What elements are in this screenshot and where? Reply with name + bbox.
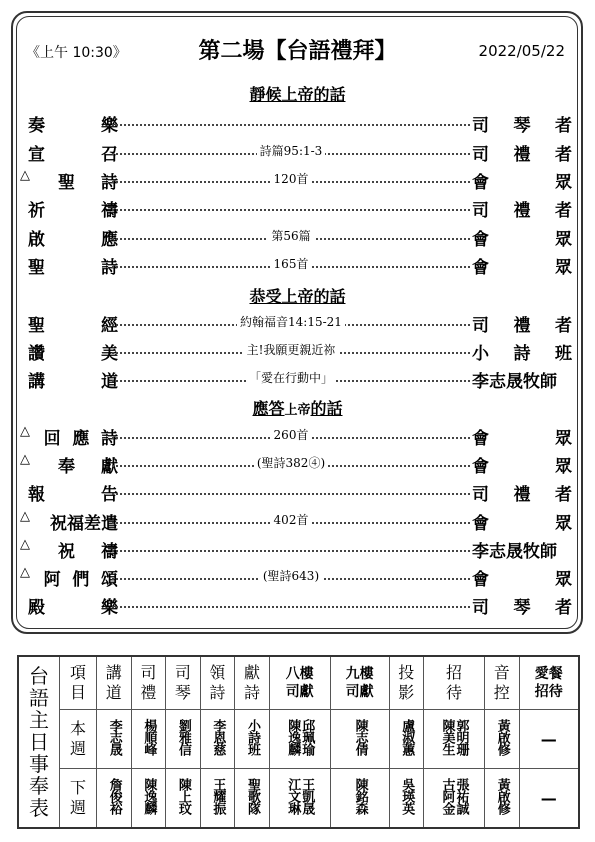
order-item	[20, 480, 572, 505]
order-item-leader: 司 禮 者	[472, 316, 572, 336]
rota-row-label: 下 週	[60, 769, 97, 829]
order-item-label: 殿 樂	[28, 598, 118, 618]
order-item	[20, 452, 572, 477]
rota-name-cell: 李志晟	[97, 710, 132, 769]
order-item	[20, 537, 572, 562]
rota-name-cell: 陳上玟	[166, 769, 201, 829]
order-item-label: △ 聖 詩	[20, 168, 118, 193]
order-item	[20, 339, 572, 364]
rota-name-cell: 小詩班	[235, 710, 270, 769]
rota-name-cell: 聖歌隊	[235, 769, 270, 829]
rota-name-cell: 吳瑛英	[389, 769, 424, 829]
rota-header-cell: 領 詩	[200, 656, 235, 710]
order-item	[20, 565, 572, 590]
order-item-detail: (聖詩643)	[260, 569, 322, 583]
rota-header-cell: 講 道	[97, 656, 132, 710]
order-item-leader: 李志晟牧師	[472, 372, 557, 392]
order-item-leader: 司 禮 者	[472, 485, 572, 505]
order-item	[20, 509, 572, 534]
order-item	[20, 424, 572, 449]
order-item-detail: 120首	[271, 172, 312, 186]
service-title: 第二場【台語禮拜】	[198, 39, 397, 64]
order-item-leader: 會 眾	[472, 230, 572, 250]
order-item-label: △ 奉 獻	[20, 452, 118, 477]
leader-dots	[112, 493, 470, 495]
order-item-leader: 司 禮 者	[472, 201, 572, 221]
order-item-label: △ 祝福差遣	[20, 509, 118, 534]
order-item-detail: 詩篇95:1-3	[257, 144, 326, 158]
order-item-leader: 會 眾	[472, 173, 572, 193]
service-time: 《上午 10:30》	[26, 45, 127, 61]
leader-dots	[112, 124, 470, 126]
order-item	[20, 168, 572, 193]
order-item	[20, 367, 572, 392]
rota-name-cell: 陳逸麟	[131, 769, 166, 829]
rota-name-cell: 陳銘森	[330, 769, 389, 829]
order-item-leader: 李志晟牧師	[472, 542, 557, 562]
rota-header-cell: 愛餐 招待	[519, 656, 579, 710]
order-item-label: △ 回 應 詩	[20, 424, 118, 449]
order-item	[20, 196, 572, 221]
rota-header-cell: 獻 詩	[235, 656, 270, 710]
rota-name-cell: 江文琳王凱晟	[269, 769, 330, 829]
rota-name-cell: 陳逸麟邱珮瑜	[269, 710, 330, 769]
order-item-label: 奏 樂	[28, 116, 118, 136]
order-item-label: △ 阿 們 頌	[20, 565, 118, 590]
rota-name-cell: 古阿金張祐誠	[424, 769, 485, 829]
rota-header-cell: 八樓 司獻	[269, 656, 330, 710]
rota-name-cell: 黃啟修	[484, 710, 519, 769]
rota-header-cell: 九樓 司獻	[330, 656, 389, 710]
rota-name-cell: —	[519, 769, 579, 829]
order-item-leader: 會 眾	[472, 514, 572, 534]
order-item-leader: 司 琴 者	[472, 116, 572, 136]
rota-header-cell: 音 控	[484, 656, 519, 710]
order-item-detail: 260首	[271, 428, 312, 442]
rota-header-cell: 司 琴	[166, 656, 201, 710]
order-item-detail: 第56篇	[268, 229, 313, 243]
leader-dots	[112, 209, 470, 211]
rota-name-cell: 陳志倩	[330, 710, 389, 769]
rota-name-cell: 李恩慈	[200, 710, 235, 769]
order-item	[20, 140, 572, 165]
order-item-label: 聖 詩	[28, 258, 118, 278]
rota-name-cell: 盧淑蕙	[389, 710, 424, 769]
order-item-label: 讚 美	[28, 344, 118, 364]
rota-row-label: 本 週	[60, 710, 97, 769]
rota-name-cell: 黃啟修	[484, 769, 519, 829]
service-rota-table	[17, 655, 580, 829]
section-heading-2: 恭受上帝的話	[249, 287, 346, 306]
order-item-detail: (聖詩382④)	[254, 456, 328, 470]
order-item	[20, 311, 572, 336]
rota-side-title: 台 語 主 日 事 奉 表	[18, 656, 60, 828]
order-item	[20, 225, 572, 250]
order-item-detail: 主!我願更親近祢	[244, 343, 339, 357]
order-item-label: 宣 召	[28, 145, 118, 165]
order-item-leader: 會 眾	[472, 570, 572, 590]
order-item-label: 啟 應	[28, 230, 118, 250]
order-item-label: 講 道	[28, 372, 118, 392]
rota-name-cell: 楊順峰	[131, 710, 166, 769]
service-date: 2022/05/22	[478, 42, 565, 60]
order-item-detail: 402首	[271, 513, 312, 527]
section-heading-3: 應答上帝的話	[252, 399, 343, 418]
rota-header-cell: 項 目	[60, 656, 97, 710]
order-item	[20, 593, 572, 618]
order-item-label: 報 告	[28, 485, 118, 505]
order-item	[20, 111, 572, 136]
order-item-detail: 「愛在行動中」	[246, 371, 336, 385]
rota-name-cell: 陳美生郭明珊	[424, 710, 485, 769]
order-item-leader: 小 詩 班	[472, 344, 572, 364]
section-heading-1: 靜候上帝的話	[249, 85, 346, 104]
leader-dots	[112, 550, 470, 552]
rota-row-this-week	[18, 710, 579, 769]
order-item-detail: 165首	[271, 257, 312, 271]
order-item-label: △ 祝 禱	[20, 537, 118, 562]
order-item	[20, 253, 572, 278]
rota-header-cell: 司 禮	[131, 656, 166, 710]
order-item-leader: 司 禮 者	[472, 145, 572, 165]
order-item-leader: 司 琴 者	[472, 598, 572, 618]
rota-name-cell: 詹俊裕	[97, 769, 132, 829]
rota-header-cell: 投 影	[389, 656, 424, 710]
rota-row-next-week	[18, 769, 579, 829]
order-item-label: 祈 禱	[28, 201, 118, 221]
leader-dots	[112, 606, 470, 608]
order-item-label: 聖 經	[28, 316, 118, 336]
rota-name-cell: 劉雅信	[166, 710, 201, 769]
order-item-detail: 約翰福音14:15-21	[237, 315, 345, 329]
rota-name-cell: 王耀振	[200, 769, 235, 829]
rota-header-cell: 招 待	[424, 656, 485, 710]
order-item-leader: 會 眾	[472, 429, 572, 449]
rota-name-cell: —	[519, 710, 579, 769]
order-item-leader: 會 眾	[472, 457, 572, 477]
order-item-leader: 會 眾	[472, 258, 572, 278]
